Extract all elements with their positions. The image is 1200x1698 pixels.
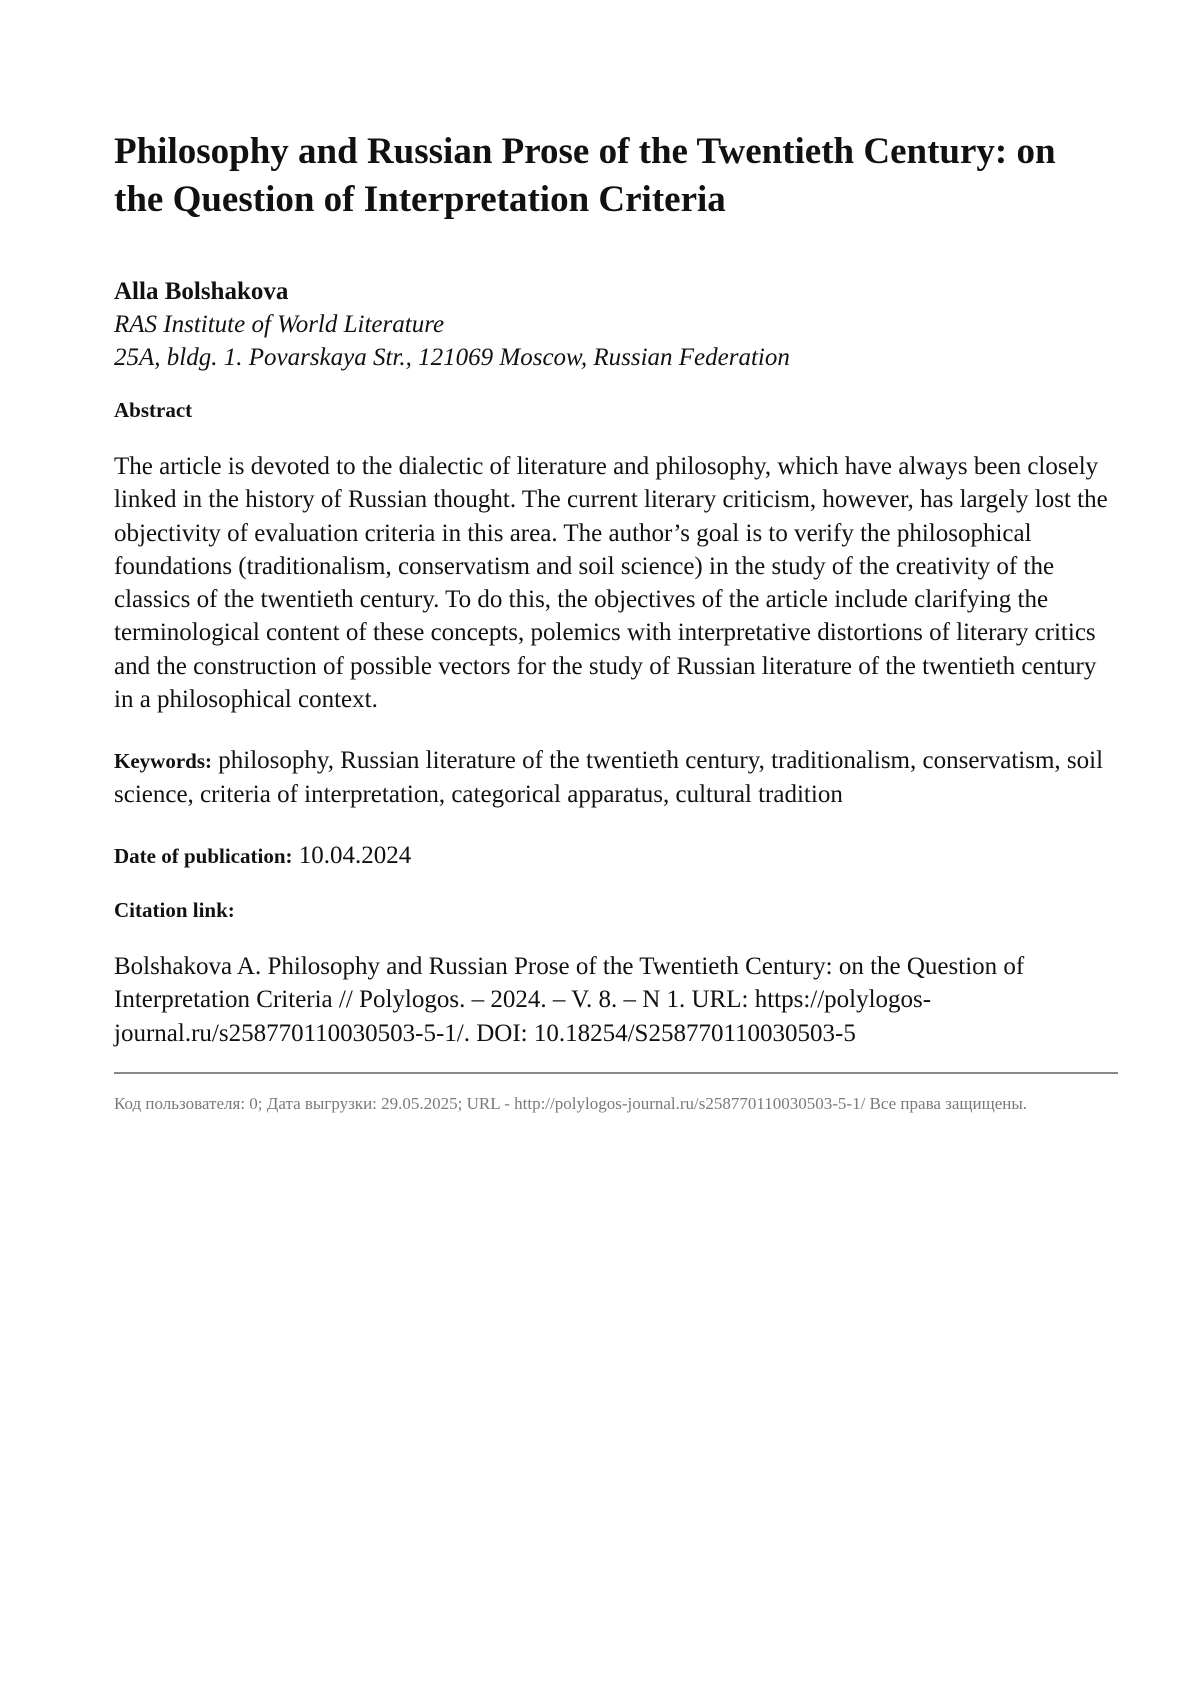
author-block	[114, 276, 1104, 374]
affiliation-address: 25A, bldg. 1. Povarskaya Str., 121069 Moscow, Russian Federation	[114, 341, 1104, 374]
article-title: Philosophy and Russian Prose of the Twentieth Century: on the Question of Interpretation Criteria	[114, 128, 1114, 224]
publication-date-section	[114, 839, 1104, 872]
keywords-section	[114, 744, 1114, 811]
abstract-text: The article is devoted to the dialectic of literature and philosophy, which have always been closely linked in the history of Russian thought. The current literary criticism, however, has largely lost the objectivity of evaluation criteria in this area. The author’s goal is to verify the philosophical foundations (traditionalism, conservatism and soil science) in the study of the creativity of the classics of the twentieth century. To do this, the objectives of the article include clarifying the terminological content of these concepts, polemics with interpretative distortions of literary critics and the construction of possible vectors for the study of Russian literature of the twentieth century in a philosophical context.	[114, 450, 1114, 716]
abstract-heading: Abstract	[114, 396, 1104, 424]
author-name: Alla Bolshakova	[114, 276, 1104, 308]
keywords-text: philosophy, Russian literature of the twentieth century, traditionalism, conservatism, soil science, criteria of interpretation, categorical apparatus, cultural tradition	[114, 747, 1103, 807]
affiliation-institute: RAS Institute of World Literature	[114, 308, 1104, 341]
footer-divider	[114, 1072, 1118, 1074]
footer-note: Код пользователя: 0; Дата выгрузки: 29.05.2025; URL - http://polylogos-journal.ru/s258770110030503-5-1/ Все права защищены.	[114, 1092, 1118, 1116]
publication-date-label: Date of publication:	[114, 844, 293, 868]
citation-heading: Citation link:	[114, 896, 1104, 924]
citation-text: Bolshakova A. Philosophy and Russian Prose of the Twentieth Century: on the Question of Interpretation Criteria // Polylogos. – 2024. – V. 8. – N 1. URL: https://polylogos-journal.ru/s258770110030503-5-1/. DOI: 10.18254/S258770110030503-5	[114, 950, 1114, 1050]
document-page	[0, 0, 1200, 1698]
publication-date-value: 10.04.2024	[299, 842, 412, 869]
keywords-label: Keywords:	[114, 749, 212, 773]
